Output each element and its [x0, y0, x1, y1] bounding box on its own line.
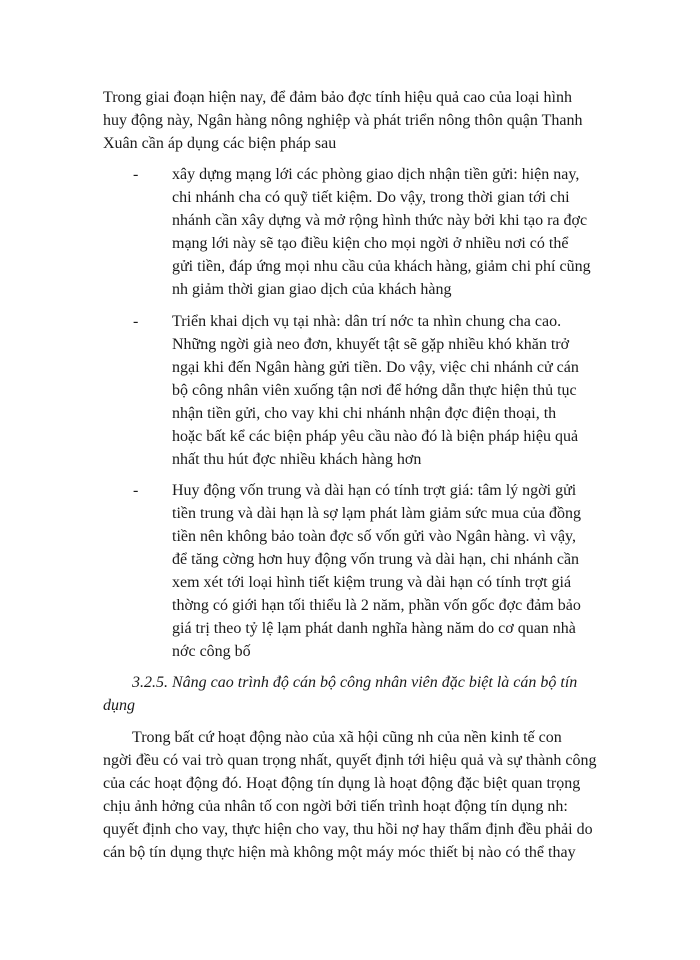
- paragraph-line: của các hoạt động đó. Hoạt động tín dụng là hoạt động đặc biệt quan trọng: [103, 775, 581, 792]
- bullet-line: nh giảm thời gian giao dịch của khách hàng: [172, 281, 452, 298]
- bullet-line: Huy động vốn trung và dài hạn có tính trợt giá: tâm lý ngời gửi: [172, 482, 577, 499]
- bullet-line: giá trị theo tỷ lệ lạm phát danh nghĩa hàng năm do cơ quan nhà: [172, 620, 576, 637]
- section-heading-line: dụng: [103, 697, 135, 714]
- bullet-line: nhất thu hút đợc nhiều khách hàng hơn: [172, 451, 422, 468]
- section-heading-line: 3.2.5. Nâng cao trình độ cán bộ công nhân viên đặc biệt là cán bộ tín: [132, 674, 578, 691]
- bullet-dash: -: [133, 482, 139, 499]
- bullet-line: xây dựng mạng lới các phòng giao dịch nhận tiền gửi: hiện nay,: [172, 166, 580, 183]
- bullet-line: tiền trung và dài hạn là sợ lạm phát làm giảm sức mua của đồng: [172, 505, 582, 522]
- bullet-dash: -: [133, 166, 139, 183]
- paragraph-line: ngời đều có vai trò quan trọng nhất, quyết định tới hiệu quả và sự thành công: [103, 752, 597, 769]
- bullet-line: để tăng cờng hơn huy động vốn trung và dài hạn, chi nhánh cần: [172, 551, 580, 568]
- bullet-line: nhánh cần xây dựng và mở rộng hình thức này bởi khi tạo ra đợc: [172, 212, 588, 229]
- bullet-line: hoặc bất kể các biện pháp yêu cầu nào đó là biện pháp hiệu quả: [172, 428, 579, 445]
- intro-line: Trong giai đoạn hiện nay, để đảm bảo đợc tính hiệu quả cao của loại hình: [103, 89, 572, 106]
- paragraph-line: chịu ảnh hởng của nhân tố con ngời bởi tiến trình hoạt động tín dụng nh:: [103, 798, 568, 815]
- bullet-line: tiền nên không bảo toàn đợc số vốn gửi vào Ngân hàng. vì vậy,: [172, 528, 577, 545]
- bullet-line: gửi tiền, đáp ứng mọi nhu cầu của khách hàng, giảm chi phí cũng: [172, 258, 591, 275]
- paragraph-line: Trong bất cứ hoạt động nào của xã hội cũng nh của nền kinh tế con: [132, 729, 562, 746]
- bullet-line: nớc công bố: [172, 643, 251, 660]
- bullet-line: thờng có giới hạn tối thiểu là 2 năm, phần vốn gốc đợc đảm bảo: [172, 597, 581, 614]
- bullet-line: xem xét tới loại hình tiết kiệm trung và dài hạn có tính trợt giá: [172, 574, 572, 591]
- bullet-line: chi nhánh cha có quỹ tiết kiệm. Do vậy, trong thời gian tới chi: [172, 189, 570, 206]
- bullet-dash: -: [133, 313, 139, 330]
- bullet-line: mạng lới này sẽ tạo điều kiện cho mọi ngời ở nhiều nơi có thể: [172, 235, 569, 252]
- paragraph-line: quyết định cho vay, thực hiện cho vay, thu hồi nợ hay thẩm định đều phải do: [103, 821, 593, 838]
- paragraph-line: cán bộ tín dụng thực hiện mà không một máy móc thiết bị nào có thể thay: [103, 844, 576, 861]
- bullet-line: nhận tiền gửi, cho vay khi chi nhánh nhận đợc điện thoại, th: [172, 405, 557, 422]
- bullet-line: bộ công nhân viên xuống tận nơi để hớng dẫn thực hiện thủ tục: [172, 382, 577, 399]
- intro-line: huy động này, Ngân hàng nông nghiệp và phát triển nông thôn quận Thanh: [103, 112, 583, 129]
- bullet-line: Những ngời già neo đơn, khuyết tật sẽ gặp nhiều khó khăn trở: [172, 336, 570, 353]
- intro-line: Xuân cần áp dụng các biện pháp sau: [103, 135, 337, 152]
- bullet-line: Triển khai dịch vụ tại nhà: dân trí nớc ta nhìn chung cha cao.: [172, 313, 562, 330]
- bullet-line: ngại khi đến Ngân hàng gửi tiền. Do vậy, việc chi nhánh cử cán: [172, 359, 579, 376]
